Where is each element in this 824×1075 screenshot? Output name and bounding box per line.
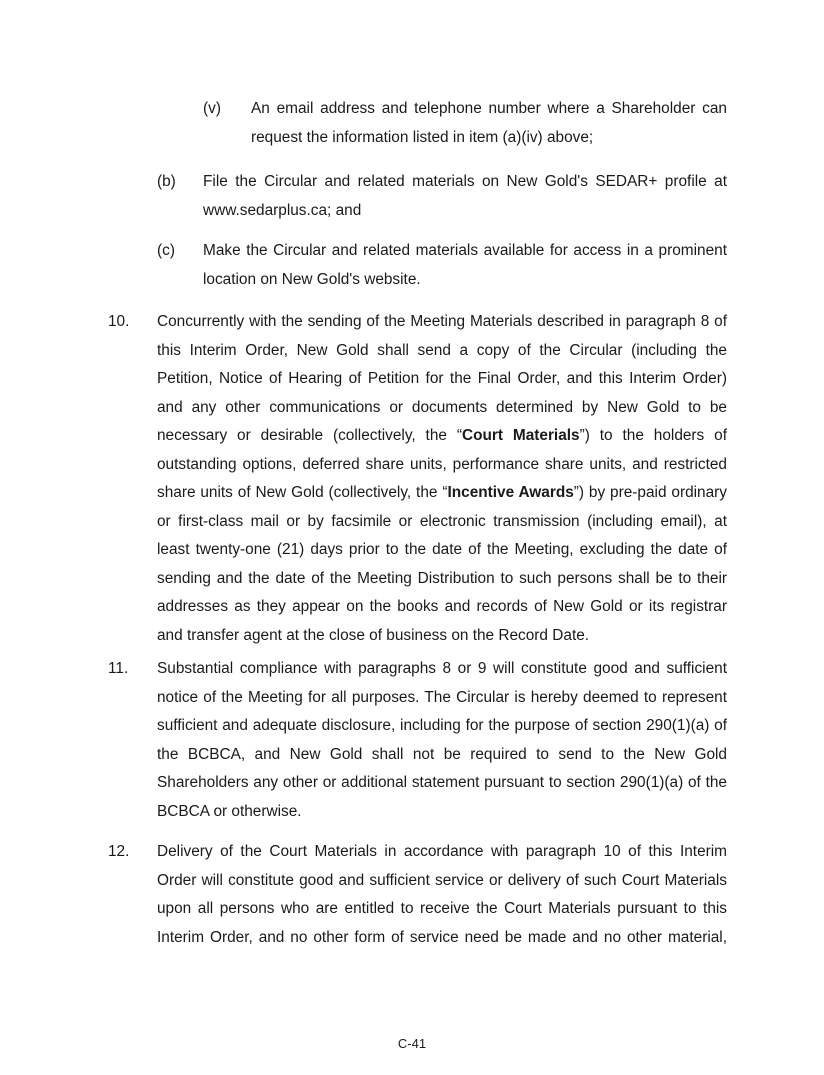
- paragraph-10-text: [157, 308, 727, 650]
- page-number: C-41: [397, 1036, 427, 1051]
- item-v-marker: (v): [203, 100, 221, 117]
- paragraph-10-part1: Concurrently with the sending of the Meeting Materials described in paragraph 8 of this Interim Order, New Gold shall send a copy of the Circular (including the Petition, Notice of Hearing of Petition for the Final Order, and this Interim Order) and any other communications or documents determined by New Gold to be necessary or desirable (collectively, the “: [157, 313, 727, 444]
- item-b-text: File the Circular and related materials on New Gold's SEDAR+ profile at www.sedarplus.ca; and: [203, 173, 727, 219]
- paragraph-10-part2: ”) to the holders of outstanding options, deferred share units, performance share units, and restricted share units of New Gold (collectively, the “: [157, 427, 727, 501]
- paragraph-10-number: 10.: [108, 313, 130, 330]
- paragraph-12-text: Delivery of the Court Materials in accordance with paragraph 10 of this Interim Order will constitute good and sufficient service or delivery of such Court Materials upon all persons who are entitled to receive the Court Materials pursuant to this Interim Order, and no other form of service need be made and no other material,: [157, 843, 727, 946]
- paragraph-12-number: 12.: [108, 843, 130, 860]
- paragraph-11-text: Substantial compliance with paragraphs 8 or 9 will constitute good and sufficient notice of the Meeting for all purposes. The Circular is hereby deemed to represent sufficient and adequate disclosure, including for the purpose of section 290(1)(a) of the BCBCA, and New Gold shall not be required to send to the New Gold Shareholders any other or additional statement pursuant to section 290(1)(a) of the BCBCA or otherwise.: [157, 660, 727, 820]
- paragraph-11-number: 11.: [108, 660, 129, 677]
- item-v-text: An email address and telephone number where a Shareholder can request the information listed in item (a)(iv) above;: [251, 100, 727, 146]
- item-c-text: Make the Circular and related materials available for access in a prominent location on New Gold's website.: [203, 242, 727, 288]
- item-c-marker: (c): [157, 242, 175, 259]
- defined-term-incentive-awards: Incentive Awards: [447, 484, 574, 501]
- item-b-marker: (b): [157, 173, 176, 190]
- paragraph-10-part3: ”) by pre-paid ordinary or first-class mail or by facsimile or electronic transmission (including email), at least twenty-one (21) days prior to the date of the Meeting, excluding the date of sending and the date of the Meeting Distribution to such persons shall be to their addresses as they appear on the books and records of New Gold or its registrar and transfer agent at the close of business on the Record Date.: [157, 484, 727, 644]
- defined-term-court-materials: Court Materials: [461, 427, 580, 444]
